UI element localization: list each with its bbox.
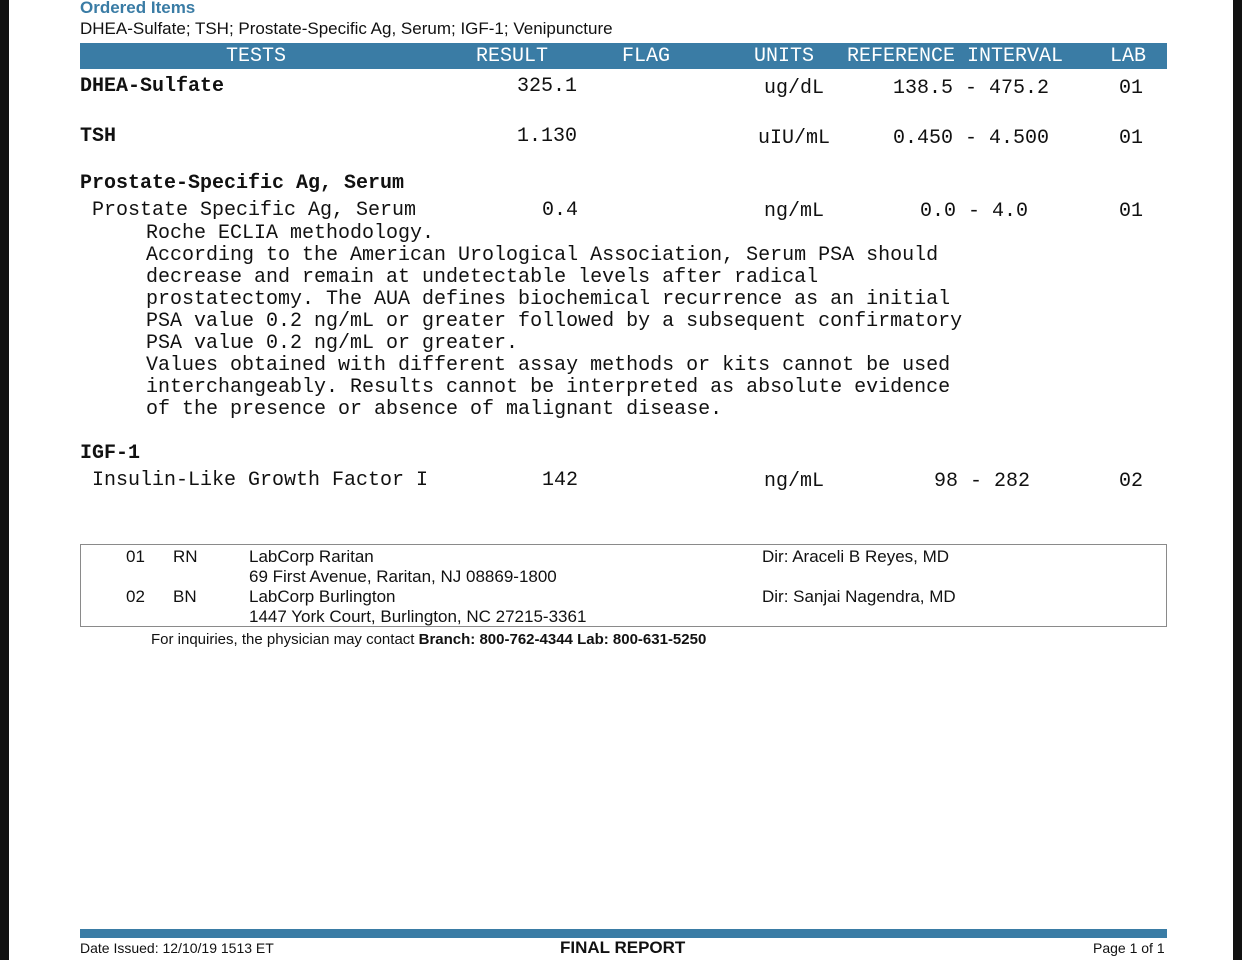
test-reference: 0.0 - 4.0 [920,200,1029,223]
group-title: IGF-1 [80,442,141,465]
comment-line: interchangeably. Results cannot be interpreted as absolute evidence [146,376,951,399]
comment-line: PSA value 0.2 ng/mL or greater followed by a subsequent confirmatory [146,310,963,333]
footer-bar [80,929,1167,938]
comment-line: Roche ECLIA methodology. [146,222,435,245]
test-units: ng/mL [764,200,825,223]
col-units: UNITS [754,45,815,68]
test-name: DHEA-Sulfate [80,75,225,98]
lab-abbr: BN [173,587,197,606]
branch-phone: Branch: 800-762-4344 [418,631,573,648]
comment-line: PSA value 0.2 ng/mL or greater. [146,332,519,355]
test-reference: 138.5 - 475.2 [893,77,1050,100]
left-edge [0,0,9,960]
performing-labs-box [80,544,1167,627]
test-name: Insulin-Like Growth Factor I [92,469,429,492]
comment-line: Values obtained with different assay methods or kits cannot be used [146,354,951,377]
test-result: 142 [542,469,579,492]
lab-address: 1447 York Court, Burlington, NC 27215-3361 [249,607,587,626]
lab-abbr: RN [173,547,198,566]
lab-director: Dir: Sanjai Nagendra, MD [762,587,956,606]
results-table-header [80,43,1167,69]
test-name: Prostate Specific Ag, Serum [92,199,417,222]
col-result: RESULT [476,45,549,68]
col-tests: TESTS [226,45,287,68]
test-result: 1.130 [517,125,578,148]
lab-name: LabCorp Burlington [249,587,396,606]
test-reference: 0.450 - 4.500 [893,127,1050,150]
test-units: ng/mL [764,470,825,493]
lab-address: 69 First Avenue, Raritan, NJ 08869-1800 [249,567,557,586]
test-units: ug/dL [764,77,825,100]
comment-line: of the presence or absence of malignant disease. [146,398,723,421]
test-lab: 01 [1119,200,1144,223]
test-name: TSH [80,125,117,148]
ordered-items-heading: Ordered Items [80,0,196,17]
test-result: 0.4 [542,199,579,222]
ordered-items-list: DHEA-Sulfate; TSH; Prostate-Specific Ag, Serum; IGF-1; Venipuncture [80,19,613,38]
inquiry-line [151,631,706,648]
comment-line: According to the American Urological Association, Serum PSA should [146,244,939,267]
lab-name: LabCorp Raritan [249,547,374,566]
col-reference: REFERENCE INTERVAL [847,45,1064,68]
test-reference: 98 - 282 [934,470,1031,493]
lab-phone: Lab: 800-631-5250 [577,631,707,648]
report-status: FINAL REPORT [560,938,686,957]
comment-line: prostatectomy. The AUA defines biochemical recurrence as an initial [146,288,951,311]
test-units: uIU/mL [758,127,831,150]
test-lab: 01 [1119,127,1144,150]
date-issued: Date Issued: 12/10/19 1513 ET [80,940,274,956]
lab-director: Dir: Araceli B Reyes, MD [762,547,950,566]
test-lab: 02 [1119,470,1144,493]
group-title: Prostate-Specific Ag, Serum [80,172,405,195]
test-lab: 01 [1119,77,1144,100]
lab-code: 01 [126,547,145,566]
col-flag: FLAG [622,45,671,68]
lab-code: 02 [126,587,145,606]
col-lab: LAB [1110,45,1147,68]
page-number: Page 1 of 1 [1093,940,1165,956]
comment-line: decrease and remain at undetectable levels after radical [146,266,819,289]
test-result: 325.1 [517,75,578,98]
right-edge [1233,0,1242,960]
inquiry-text: For inquiries, the physician may contact [151,631,419,648]
